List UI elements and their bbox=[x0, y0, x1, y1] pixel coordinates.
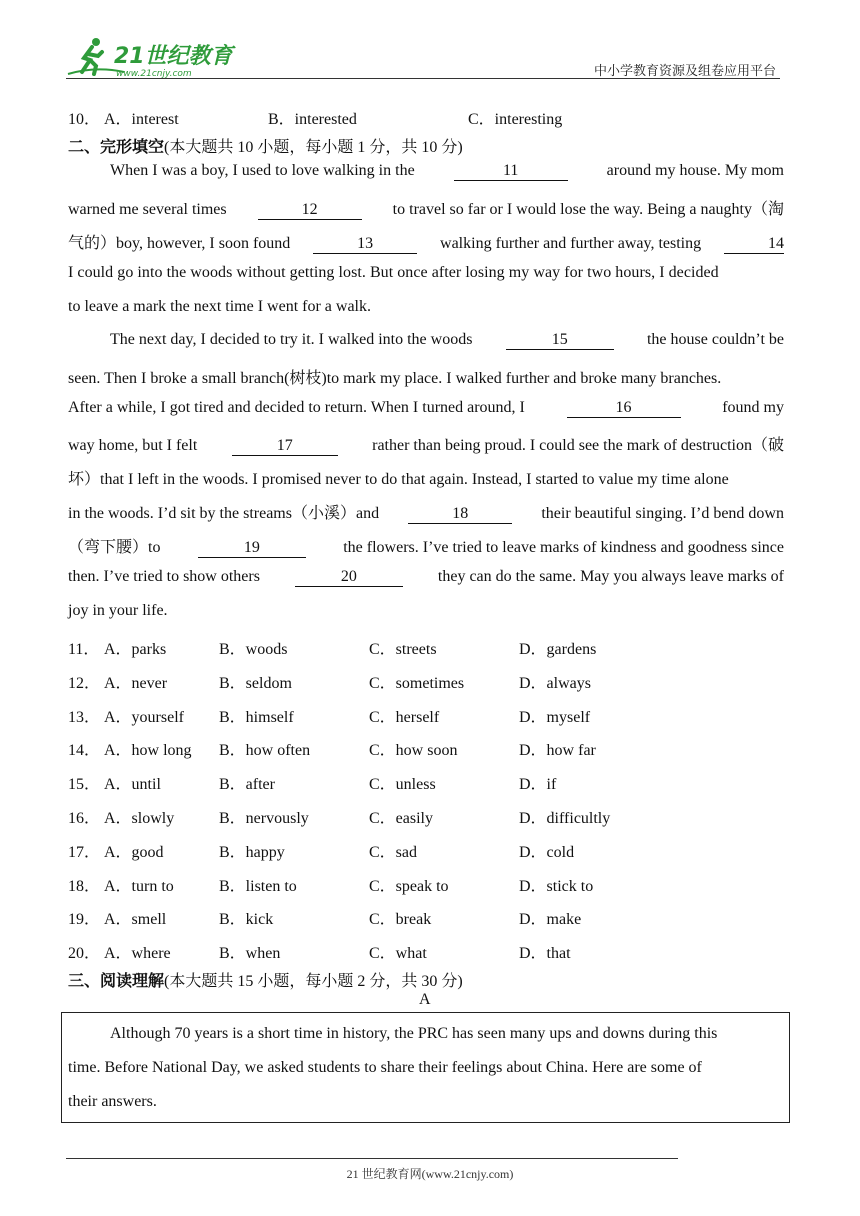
option-a[interactable]: A．parks bbox=[104, 641, 167, 658]
passage-line: After a while, I got tired and decided to return. When I turned around, I 16 found my bbox=[68, 399, 784, 416]
option-c[interactable]: C．what bbox=[369, 945, 427, 963]
passage-a-line: time. Before National Day, we asked students to share their feelings about China. Here are some of bbox=[68, 1059, 702, 1076]
blank-15: 15 bbox=[506, 331, 614, 350]
option-c[interactable]: C．sad bbox=[369, 843, 418, 861]
passage-a-line: their answers. bbox=[68, 1093, 157, 1110]
blank-19: 19 bbox=[198, 539, 306, 558]
option-a[interactable]: A．good bbox=[104, 843, 164, 861]
passage-line: The next day, I decided to try it. I walked into the woods 15 the house couldn’t be bbox=[110, 331, 784, 348]
header-divider bbox=[66, 78, 780, 79]
section-title: 阅读理解 bbox=[100, 973, 165, 990]
option-c[interactable]: C．unless bbox=[369, 776, 436, 794]
option-a[interactable]: A．where bbox=[104, 945, 171, 963]
question-number: 12． bbox=[68, 674, 101, 692]
blank-13: 13 bbox=[313, 235, 417, 254]
option-b[interactable]: B．seldom bbox=[219, 674, 292, 692]
option-a[interactable]: A．turn to bbox=[104, 877, 174, 895]
option-c[interactable]: C．streets bbox=[369, 641, 437, 658]
site-logo bbox=[66, 36, 236, 80]
option-d[interactable]: D．always bbox=[519, 674, 591, 692]
section-3-heading bbox=[68, 968, 463, 991]
question-number: 18． bbox=[68, 877, 101, 895]
passage-line: 气的）boy, however, I soon found 13 walking further and further away, testing 14 bbox=[68, 235, 784, 252]
option-b[interactable]: B．nervously bbox=[219, 810, 309, 827]
passage-line: joy in your life. bbox=[68, 602, 168, 619]
passage-line: （弯下腰）to 19 the flowers. I’ve tried to leave marks of kindness and goodness since bbox=[68, 539, 784, 556]
passage-line: warned me several times 12 to travel so far or I would lose the way. Being a naughty（淘 bbox=[68, 201, 784, 218]
question-number: 10． bbox=[68, 111, 101, 128]
option-a[interactable]: A．never bbox=[104, 674, 168, 692]
passage-line: in the woods. I’d sit by the streams（小溪）and 18 their beautiful singing. I’d bend down bbox=[68, 505, 784, 522]
platform-name: 中小学教育资源及组卷应用平台 bbox=[593, 63, 776, 78]
option-b[interactable]: B．after bbox=[219, 776, 275, 794]
option-d[interactable]: D．cold bbox=[519, 843, 575, 861]
logo-text: 21世纪教育 bbox=[114, 44, 233, 69]
blank-11: 11 bbox=[454, 162, 568, 181]
section-title: 完形填空 bbox=[100, 139, 165, 156]
option-d[interactable]: D．how far bbox=[519, 742, 596, 760]
option-d[interactable]: D．that bbox=[519, 945, 571, 963]
option-b: B．interested bbox=[268, 111, 357, 128]
option-a[interactable]: A．smell bbox=[104, 911, 167, 929]
passage-line: seen. Then I broke a small branch(树枝)to mark my place. I walked further and broke many branches. bbox=[68, 370, 722, 387]
option-b[interactable]: B．when bbox=[219, 945, 281, 963]
option-d[interactable]: D．gardens bbox=[519, 641, 597, 658]
question-number: 15． bbox=[68, 776, 101, 794]
question-10 bbox=[68, 106, 563, 129]
option-a[interactable]: A．slowly bbox=[104, 810, 175, 827]
question-number: 14． bbox=[68, 742, 101, 760]
section-number: 二、 bbox=[68, 139, 101, 156]
option-b[interactable]: B．listen to bbox=[219, 877, 297, 895]
passage-line: When I was a boy, I used to love walking in the 11 around my house. My mom bbox=[110, 162, 784, 179]
question-number: 17． bbox=[68, 843, 101, 861]
passage-line: 坏）that I left in the woods. I promised never to do that again. Instead, I started to value my time alone bbox=[68, 471, 729, 488]
option-c[interactable]: C．how soon bbox=[369, 742, 458, 760]
question-number: 20． bbox=[68, 945, 101, 963]
question-number: 13． bbox=[68, 708, 101, 726]
section-note: (本大题共 10 小题，每小题 1 分，共 10 分) bbox=[164, 139, 463, 156]
passage-line: I could go into the woods without getting lost. But once after losing my way for two hours, I decided bbox=[68, 264, 719, 281]
footer-divider bbox=[66, 1158, 678, 1159]
option-d[interactable]: D．myself bbox=[519, 708, 591, 726]
section-note: (本大题共 15 小题，每小题 2 分，共 30 分) bbox=[164, 973, 463, 990]
blank-14: 14 bbox=[724, 235, 784, 254]
option-d[interactable]: D．difficultly bbox=[519, 810, 611, 827]
option-d[interactable]: D．make bbox=[519, 911, 582, 929]
blank-17: 17 bbox=[232, 437, 338, 456]
option-a[interactable]: A．until bbox=[104, 776, 161, 794]
option-d[interactable]: D．stick to bbox=[519, 877, 594, 895]
footer-text: 21 世纪教育网(www.21cnjy.com) bbox=[346, 1167, 514, 1181]
option-c[interactable]: C．easily bbox=[369, 810, 433, 827]
question-number: 19． bbox=[68, 911, 101, 929]
blank-12: 12 bbox=[258, 201, 362, 220]
option-c[interactable]: C．herself bbox=[369, 708, 440, 726]
passage-line: then. I’ve tried to show others 20 they can do the same. May you always leave marks of bbox=[68, 568, 784, 585]
passage-label: A bbox=[419, 991, 431, 1008]
option-a[interactable]: A．how long bbox=[104, 742, 192, 760]
option-b[interactable]: B．how often bbox=[219, 742, 311, 760]
passage-line: way home, but I felt 17 rather than being proud. I could see the mark of destruction（破 bbox=[68, 437, 784, 454]
option-d[interactable]: D．if bbox=[519, 776, 557, 794]
blank-18: 18 bbox=[408, 505, 512, 524]
option-a: A．interest bbox=[104, 111, 179, 128]
section-number: 三、 bbox=[68, 973, 101, 990]
option-b[interactable]: B．happy bbox=[219, 843, 285, 861]
option-b[interactable]: B．woods bbox=[219, 641, 288, 658]
passage-line: to leave a mark the next time I went for a walk. bbox=[68, 298, 371, 315]
option-b[interactable]: B．kick bbox=[219, 911, 274, 929]
option-b[interactable]: B．himself bbox=[219, 708, 294, 726]
option-a[interactable]: A．yourself bbox=[104, 708, 184, 726]
option-c[interactable]: C．sometimes bbox=[369, 674, 465, 692]
section-2-heading bbox=[68, 134, 463, 157]
blank-20: 20 bbox=[295, 568, 403, 587]
question-number: 16． bbox=[68, 810, 101, 827]
passage-a-line: Although 70 years is a short time in history, the PRC has seen many ups and downs during this bbox=[110, 1025, 718, 1042]
option-c[interactable]: C．break bbox=[369, 911, 432, 929]
option-c[interactable]: C．speak to bbox=[369, 877, 449, 895]
question-number: 11． bbox=[68, 641, 100, 658]
blank-16: 16 bbox=[567, 399, 681, 418]
logo-url: www.21cnjy.com bbox=[116, 69, 192, 79]
option-c: C．interesting bbox=[468, 111, 563, 128]
